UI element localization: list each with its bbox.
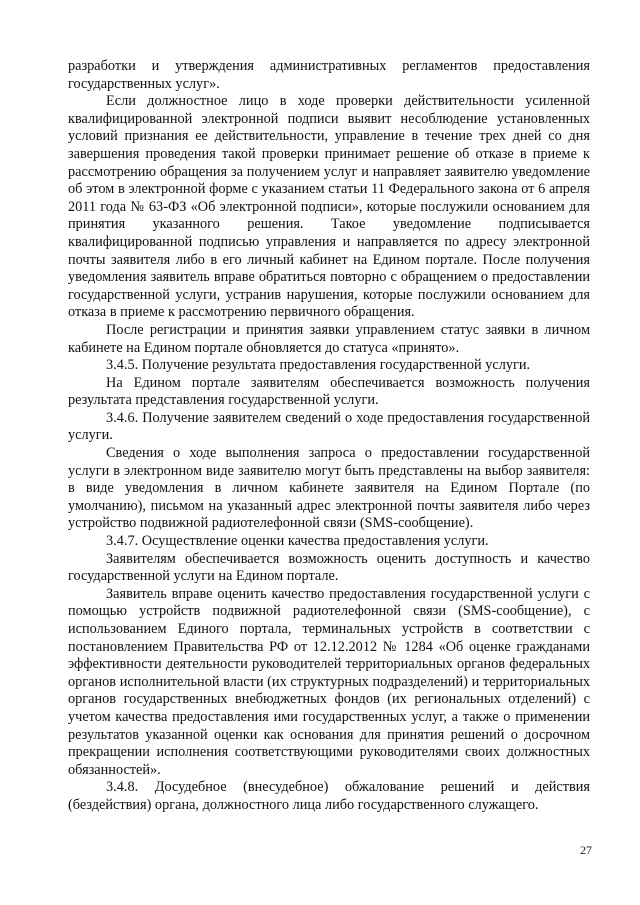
section-heading-3-4-8: 3.4.8. Досудебное (внесудебное) обжалование решений и действия (бездействия) органа, должностного лица либо государственного служащего. <box>68 779 590 813</box>
paragraph-signature-check: Если должностное лицо в ходе проверки действительности усиленной квалифицированной электронной подписи выявит несоблюдение установленных условий признания ее действительности, управление в течение трех дней со дня завершения проведения такой проверки принимает решение об отказе в приеме к рассмотрению обращения за получением услуг и направляет заявителю уведомление об этом в электронной форме с указанием статьи 11 Федерального закона от 6 апреля 2011 года № 63-ФЗ «Об электронной подписи», которые послужили основанием для принятия указанного решения. Такое уведомление подписывается квалифицированной подписью управления и направляется по адресу электронной почты заявителя либо в его личный кабинет на Едином портале. После получения уведомления заявитель вправе обратиться повторно с обращением о предоставлении государственной услуги, устранив нарушения, которые послужили основанием для отказа в приеме к рассмотрению первичного обращения. <box>68 93 590 321</box>
document-page <box>68 58 590 815</box>
section-heading-3-4-5: 3.4.5. Получение результата предоставления государственной услуги. <box>106 357 531 374</box>
page-number: 27 <box>580 843 592 857</box>
paragraph-progress-info: Сведения о ходе выполнения запроса о предоставлении государственной услуги в электронном виде заявителю могут быть представлены на выбор заявителя: в виде уведомления в личном кабинете заявителя на Едином Портале (по умолчанию), письмом на указанный адрес электронной почты заявителя либо через устройство подвижной радиотелефонной связи (SMS-сообщение). <box>68 445 590 532</box>
paragraph-application-status: После регистрации и принятия заявки управлением статус заявки в личном кабинете на Едином портале обновляется до статуса «принято». <box>68 321 590 356</box>
paragraph-assessment-methods: Заявитель вправе оценить качество предоставления государственной услуги с помощью устройств подвижной радиотелефонной связи (SMS-сообщение), с использованием Единого портала, терминальных устройств в соответствии с постановлением Правительства РФ от 12.12.2012 № 1284 «Об оценке гражданами эффективности деятельности руководителей территориальных органов федеральных органов исполнительной власти (их структурных подразделений) и территориальных органов государственных внебюджетных фондов (их региональных отделений) с учетом качества предоставления ими государственных услуг, а также о применении результатов указанной оценки как основания для принятия решений о досрочном прекращении исполнения соответствующими руководителями своих должностных обязанностей». <box>68 585 590 778</box>
section-heading-3-4-7: 3.4.7. Осуществление оценки качества предоставления услуги. <box>106 533 489 550</box>
paragraph-continuation: разработки и утверждения административных регламентов предоставления государственных услуг». <box>68 58 590 92</box>
paragraph-quality-assessment: Заявителям обеспечивается возможность оценить доступность и качество государственной услуги на Едином портале. <box>68 550 590 585</box>
section-heading-3-4-6: 3.4.6. Получение заявителем сведений о ходе предоставления государственной услуги. <box>68 409 590 444</box>
paragraph-result-receipt: На Едином портале заявителям обеспечивается возможность получения результата представления государственной услуги. <box>68 374 590 409</box>
